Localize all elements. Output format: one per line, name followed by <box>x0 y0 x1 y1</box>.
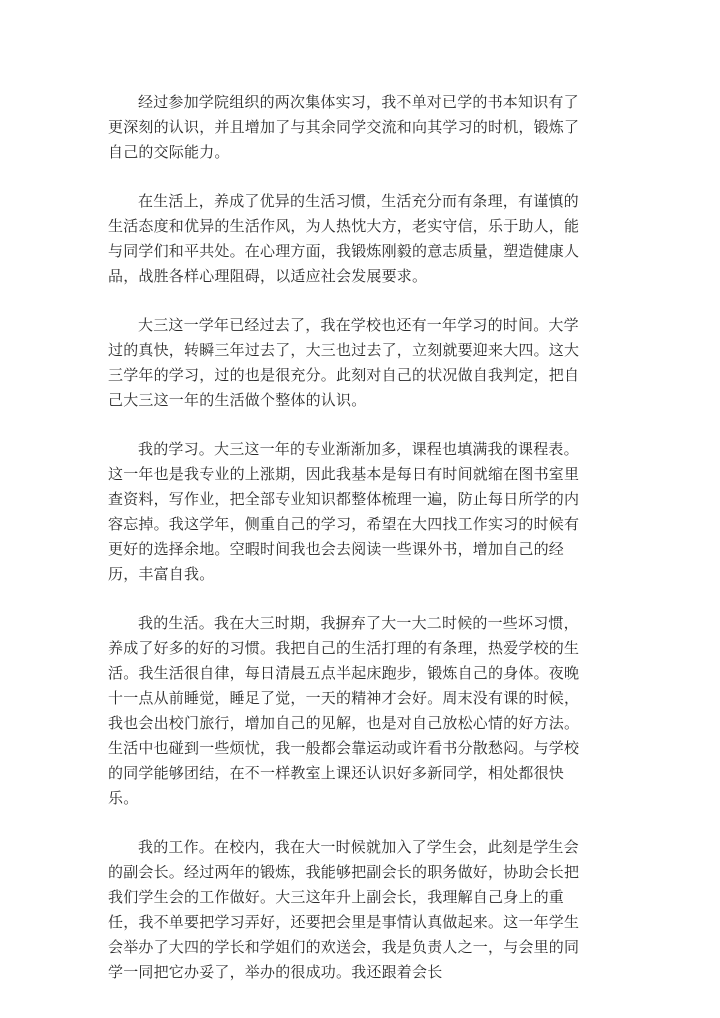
paragraph-my-work: 我的工作。在校内，我在大一时候就加入了学生会，此刻是学生会的副会长。经过两年的锻炼，我能够把副会长的职务做好，协助会长把我们学生会的工作做好。大三这年升上副会长，我理解自己身上的重任，我不单要把学习弄好，还要把会里是事情认真做起来。这一年学生会举办了大四的学长和学姐们的欢送会，我是负责人之一，与会里的同学一同把它办妥了，举办的很成功。我还跟着会长 <box>108 838 580 981</box>
paragraph-practice: 经过参加学院组织的两次集体实习，我不单对已学的书本知识有了更深刻的认识，并且增加了与其余同学交流和向其学习的时机，锻炼了自己的交际能力。 <box>108 93 580 161</box>
document-body <box>108 90 588 1009</box>
paragraph-junior-year: 大三这一学年已经过去了，我在学校也还有一年学习的时间。大学过的真快，转瞬三年过去了，大三也过去了，立刻就要迎来大四。这大三学年的学习，过的也是很充分。此刻对自己的状况做自我判定，把自己大三这一年的生活做个整体的认识。 <box>108 316 580 409</box>
paragraph-life-habits: 在生活上，养成了优异的生活习惯，生活充分而有条理，有谨慎的生活态度和优异的生活作风，为人热忱大方，老实守信，乐于助人，能与同学们和平共处。在心理方面，我锻炼刚毅的意志质量，塑造健康人品，战胜各样心理阻碍，以适应社会发展要求。 <box>108 192 580 285</box>
paragraph-my-study: 我的学习。大三这一年的专业渐渐加多，课程也填满我的课程表。这一年也是我专业的上涨期，因此我基本是每日有时间就缩在图书室里查资料，写作业，把全部专业知识都整体梳理一遍，防止每日所学的内容忘掉。我这学年，侧重自己的学习，希望在大四找工作实习的时候有更好的选择余地。空暇时间我也会去阅读一些课外书，增加自己的经历，丰富自我。 <box>108 440 580 583</box>
paragraph-my-life: 我的生活。我在大三时期，我摒弃了大一大二时候的一些坏习惯，养成了好多的好的习惯。我把自己的生活打理的有条理，热爱学校的生活。我生活很自律，每日清晨五点半起床跑步，锻炼自己的身体。夜晚十一点从前睡觉，睡足了觉，一天的精神才会好。周末没有课的时候，我也会出校门旅行，增加自己的见解，也是对自己放松心情的好方法。生活中也碰到一些烦忧，我一般都会靠运动或许看书分散愁闷。与学校的同学能够团结，在不一样教室上课还认识好多新同学，相处都很快乐。 <box>108 614 580 807</box>
